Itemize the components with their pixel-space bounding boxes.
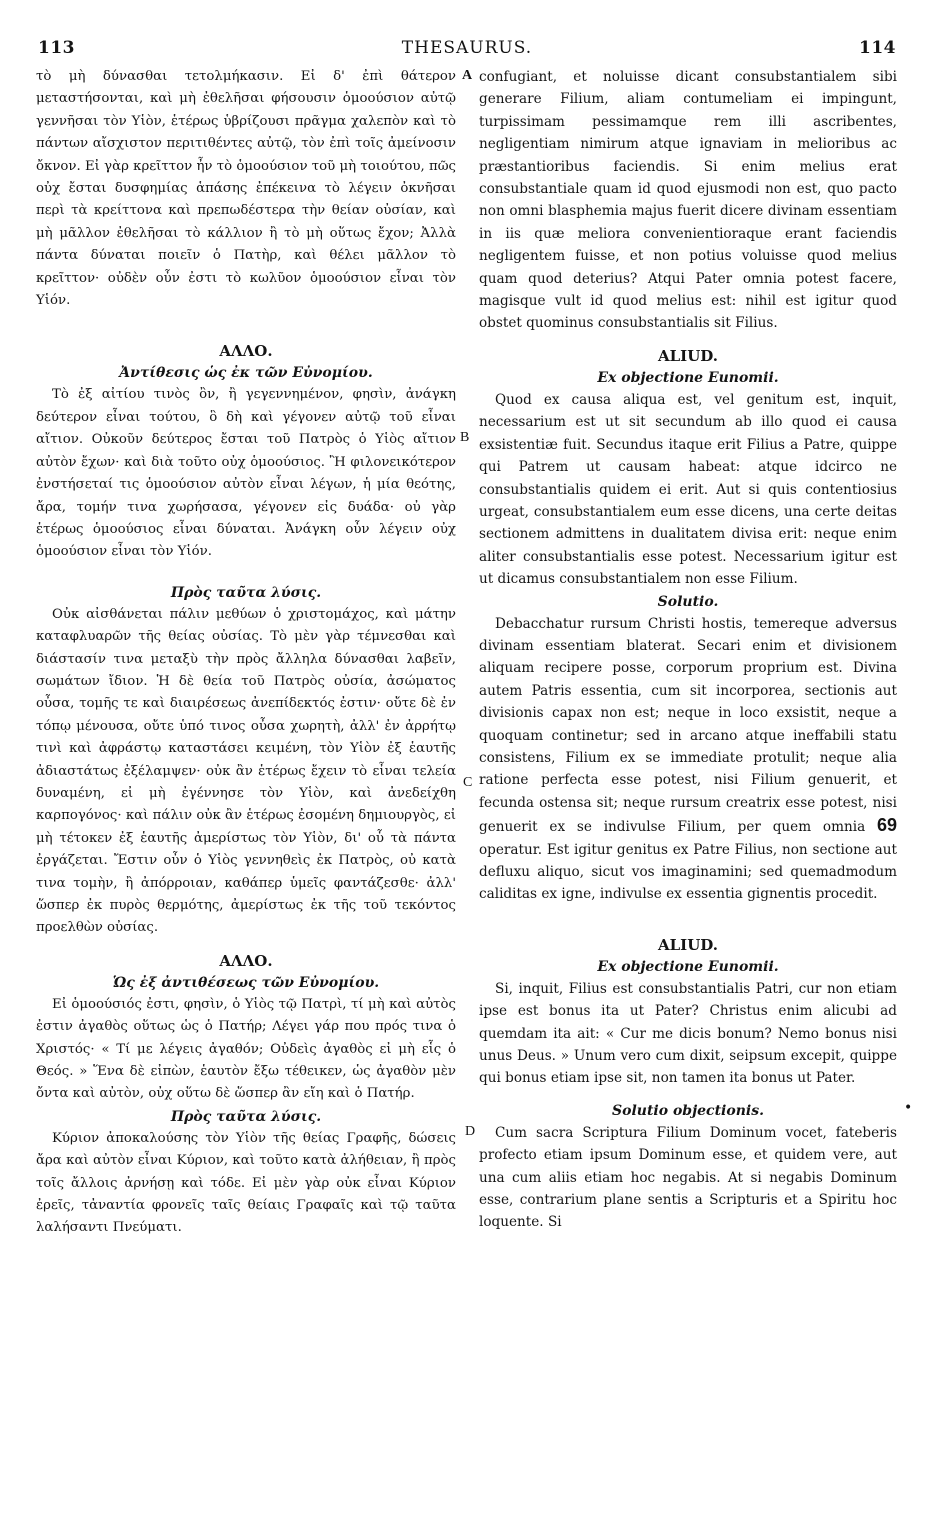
greek-section-subtitle-4: Πρὸς ταῦτα λύσις.: [170, 1108, 322, 1125]
greek-column: [36, 66, 456, 1240]
margin-mark-c: C: [463, 775, 473, 790]
greek-paragraph-5: Κύριον ἀποκαλούσης τὸν Υἱὸν τῆς θείας Γραφῆς, δώσεις ἄρα καὶ αὐτὸν εἶναι Κύριον, καὶ τοῦτο κατὰ ἀλήθειαν, ἢ πρὸς τοῖς ἄλλοις ἀρνήσῃ καὶ τόδε. Εἰ μὲν γὰρ οὐκ εἶναι Κύριον ἐρεῖς, τἀναντία φρονεῖς ταῖς θείαις Γραφαῖς καὶ τῷ ταῦτα λαλήσαντι Πνεύματι.: [36, 1130, 456, 1236]
latin-paragraph-5: Cum sacra Scriptura Filium Dominum vocet, fateberis profecto etiam ipsum Dominum esse, et quidem vere, aut una cum aliis etiam hoc negabis. At si negabis Dominum esse, contrarium plane sentis a Scripturis et a Spiritu hoc loquente. Si: [479, 1124, 897, 1231]
margin-mark-b: B: [460, 430, 470, 445]
latin-section-title-1: ALIUD.: [658, 346, 718, 365]
margin-mark-a: A: [462, 68, 473, 83]
left-page-number: 113: [38, 38, 75, 58]
latin-paragraph-3-part-b: operatur. Est igitur genitus ex Patre Filius, non sectione aut defluxu aliquo, sicut vos imaginamini; sed quemadmodum caliditas ex igne, indivulse ex essentia gignentis procedit.: [479, 841, 897, 903]
greek-paragraph-2: Τὸ ἐξ αἰτίου τινὸς ὂν, ἢ γεγεννημένον, φησὶν, ἀνάγκη δεύτερον εἶναι τούτου, ὃ δὴ καὶ γέγονεν αὐτῷ τοῦ εἶναι αἴτιον. Οὐκοῦν δεύτερος ἔσται τοῦ Πατρὸς ὁ Υἱὸς αἴτιον αὐτὸν ἔχων· καὶ διὰ τοῦτο οὐχ ὁμοούσιος. Ἢ φιλονεικότερον ἐνστήσεταί τις ὁμοούσιον αὐτὸν εἶναι λέγων, ἡ μία θεότης, ἄρα, τομήν τινα χωρήσασα, γέγονεν εἰς δυάδα· οὐ γὰρ ἑτέρως ὁμοούσιος εἶναι δύναται. Ἀνάγκη οὖν λέγειν οὐχ ὁμοούσιον εἶναι τὸν Υἱόν.: [36, 387, 456, 560]
latin-paragraph-3: [479, 613, 897, 906]
greek-section-subtitle-1: Ἀντίθεσις ὡς ἐκ τῶν Εὐνομίου.: [119, 365, 373, 382]
latin-paragraph-3-part-a: Debacchatur rursum Christi hostis, temereque adversus divinam essentiam blaterat. Secari enim et divisionem aliquam recipere posse, corporum proprium est. Divina autem Patris essentia, cum sit incorporea, sectionis aut divisionis capax non est; neque in loco exsistit, neque a quoquam continetur; sed in arcano atque ineffabili statu consistens, Filium ex se immediate protulit; neque alia ratione perfecta esse potest, nisi Filium genuerit, et fecunda ostensa sit; neque rursum creatrix esse potest, nisi genuerit ex se indivulse Filium, per quem omnia: [479, 615, 897, 836]
right-page-number: 114: [859, 38, 896, 58]
greek-paragraph-1: τὸ μὴ δύνασθαι τετολμήκασιν. Εἰ δ' ἐπὶ θάτερον μεταστήσονται, καὶ μὴ ἐθελῆσαι φήσουσιν ὁμοούσιον αὐτῷ γεννῆσαι τὸν Υἱὸν, ἑτέρως ὑβρίζουσι πρᾶγμα χαλεπὸν καὶ τὸ πάντων αἴσχιστον περιτιθέντες αὐτῷ, τὸν ἐπὶ τοῖς ἀμείνοσιν ὄκνον. Εἰ γὰρ κρεῖττον ἦν τὸ ὁμοούσιον τοῦ μὴ τοιούτου, πῶς οὐχ ἔσται δυσφημίας ἁπάσης ἐπέκεινα τὸ λέγειν ὀκνῆσαι περὶ τὰ κρείττονα καὶ πρεπωδέστερα τὴν θείαν οὐσίαν, καὶ μὴ μᾶλλον ἐθελῆσαι τὸ κάλλιον ἢ τὸ μὴ οὕτως ἔχον; Ἀλλὰ πάντα δύναται ποιεῖν ὁ Πατὴρ, καὶ θέλει μᾶλλον τὸ κρεῖττον· οὐδὲν οὖν ἐστι τὸ κωλῦον ὁμοούσιον εἶναι τὸν Υἱόν.: [36, 69, 456, 309]
greek-section-title-3: ΑΛΛΟ.: [219, 951, 273, 970]
latin-paragraph-2: Quod ex causa aliqua est, vel genitum est, inquit, necessarium est ut sit secundum ab illo quod ei causa exsistentiæ fuit. Secundus itaque erit Filius a Patre, quippe qui Patrem ut causam habeat: atque idcirco ne consubstantialis quidem ei erit. Aut si quis contentiosius urgeat, consubstantialem eum esse dicens, una certe deitas sectionem admittens in dualitatem divisa erit: neque enim aliter consubstantialis esse potest. Necessarium igitur est ut dicamus consubstantialem non esse Filium.: [479, 391, 897, 588]
latin-section-subtitle-2: Solutio.: [657, 593, 719, 610]
latin-paragraph-4: Si, inquit, Filius est consubstantialis Patri, cur non etiam ipse est bonus ita ut Pater? Christus enim alicubi ad quemdam ita ait: « Cur me dicis bonum? Nemo bonus nisi unus Deus. » Unum vero cum dixit, seipsum excepit, quippe qui bonus etiam ipse sit, non tamen ita bonus ut Pater.: [479, 980, 897, 1087]
ink-dot: •: [904, 1100, 913, 1116]
latin-section-subtitle-4: Solutio objectionis.: [612, 1102, 764, 1119]
latin-column: [479, 66, 897, 1234]
greek-paragraph-3: Οὐκ αἰσθάνεται πάλιν μεθύων ὁ χριστομάχος, καὶ μάτην καταφλυαρῶν τῆς θείας οὐσίας. Τὸ μὲν γὰρ τέμνεσθαι καὶ διάστασίν τινα μεταξὺ τὴν πρὸς ἄλληλα δύνασθαι λαβεῖν, σωμάτων ἴδιον. Ἡ δὲ θεία τοῦ Πατρὸς οὐσία, ἀσώματος οὖσα, τομῆς τε καὶ διαιρέσεως ἀνεπίδεκτός ἐστιν· οὔτε δὲ ἐν τόπῳ μένουσα, οὔτε ὑπό τινος οὖσα χωρητὴ, ἀλλ' ἐν ἀρρήτῳ τινὶ καὶ ἀφράστῳ καταστάσει κειμένη, τὸν Υἱὸν ἐξ ἑαυτῆς ἀδιαστάτως ἐξέλαμψεν· οὐκ ἂν ἑτέρως ἔχειν τὸ εἶναι τελεία δυναμένη, εἰ μὴ ἐγέννησε τὸν Υἱὸν, καὶ ἀνεδείχθη καρπογόνος· καὶ πάλιν οὐκ ἂν ἑτέρως ἐσομένη δημιουργὸς, εἰ μὴ τέτοκεν ἐξ ἑαυτῆς ἀμερίστως τὸν Υἱὸν, δι' οὗ τὰ πάντα ἐργάζεται. Ἔστιν οὖν ὁ Υἱὸς γεννηθεὶς ἐκ Πατρὸς, οὐ κατὰ τινα τομὴν, ἢ ἀπόρροιαν, καθάπερ ὑμεῖς φαντάζεσθε· ἀλλ' ὥσπερ ἐκ πυρὸς θερμότης, ἀμερίστως ἐκ τῆς τοῦ τεκόντος προελθὼν οὐσίας.: [36, 606, 456, 936]
greek-section-subtitle-2: Πρὸς ταῦτα λύσις.: [170, 584, 322, 601]
latin-section-title-3: ALIUD.: [658, 935, 718, 954]
latin-paragraph-1: confugiant, et noluisse dicant consubstantialem sibi generare Filium, aliam contumeliam ei impingunt, turpissimam pessimamque rem illi ascribentes, negligentiam nimirum atque ignaviam in melioribus ac præstantioribus faciendis. Si enim melius erat consubstantiale quam id quod ejusmodi non est, quo pacto non omni blasphemia majus fuerit dicere divinam essentiam in iis quæ meliora convenientioraque erant faciendis negligentem fuisse, et non potius voluisse quod melius quam quod deterius? Atqui Pater omnia potest facere, magisque vult id quod melius est: nihil est igitur quod obstet quominus consubstantialis sit Filius.: [479, 69, 897, 332]
greek-section-title-1: ΑΛΛΟ.: [219, 342, 273, 361]
greek-section-subtitle-3: Ὡς ἐξ ἀντιθέσεως τῶν Εὐνομίου.: [112, 974, 380, 991]
margin-mark-d: D: [465, 1124, 476, 1139]
running-title: THESAURUS.: [401, 38, 533, 58]
latin-section-subtitle-3: Ex objectione Eunomii.: [597, 958, 779, 975]
greek-paragraph-4: Εἰ ὁμοούσιός ἐστι, φησὶν, ὁ Υἱὸς τῷ Πατρὶ, τί μὴ καὶ αὐτὸς ἐστιν ἀγαθὸς οὕτως ὡς ὁ Πατήρ; Λέγει γάρ που πρός τινα ὁ Χριστός· « Τί με λέγεις ἀγαθόν; Οὐδεὶς ἀγαθὸς εἰ μὴ εἷς ὁ Θεός. » Ἕνα δὲ εἰπὼν, ἑαυτὸν ἔξω τέθεικεν, ὡς ἀγαθὸν μὲν ὄντα καὶ αὐτὸν, οὐχ οὕτω δὲ ὥσπερ ἂν εἴη καὶ ὁ Πατήρ.: [36, 996, 456, 1102]
latin-section-subtitle-1: Ex objectione Eunomii.: [597, 369, 779, 386]
folio-number: 69: [876, 815, 897, 836]
